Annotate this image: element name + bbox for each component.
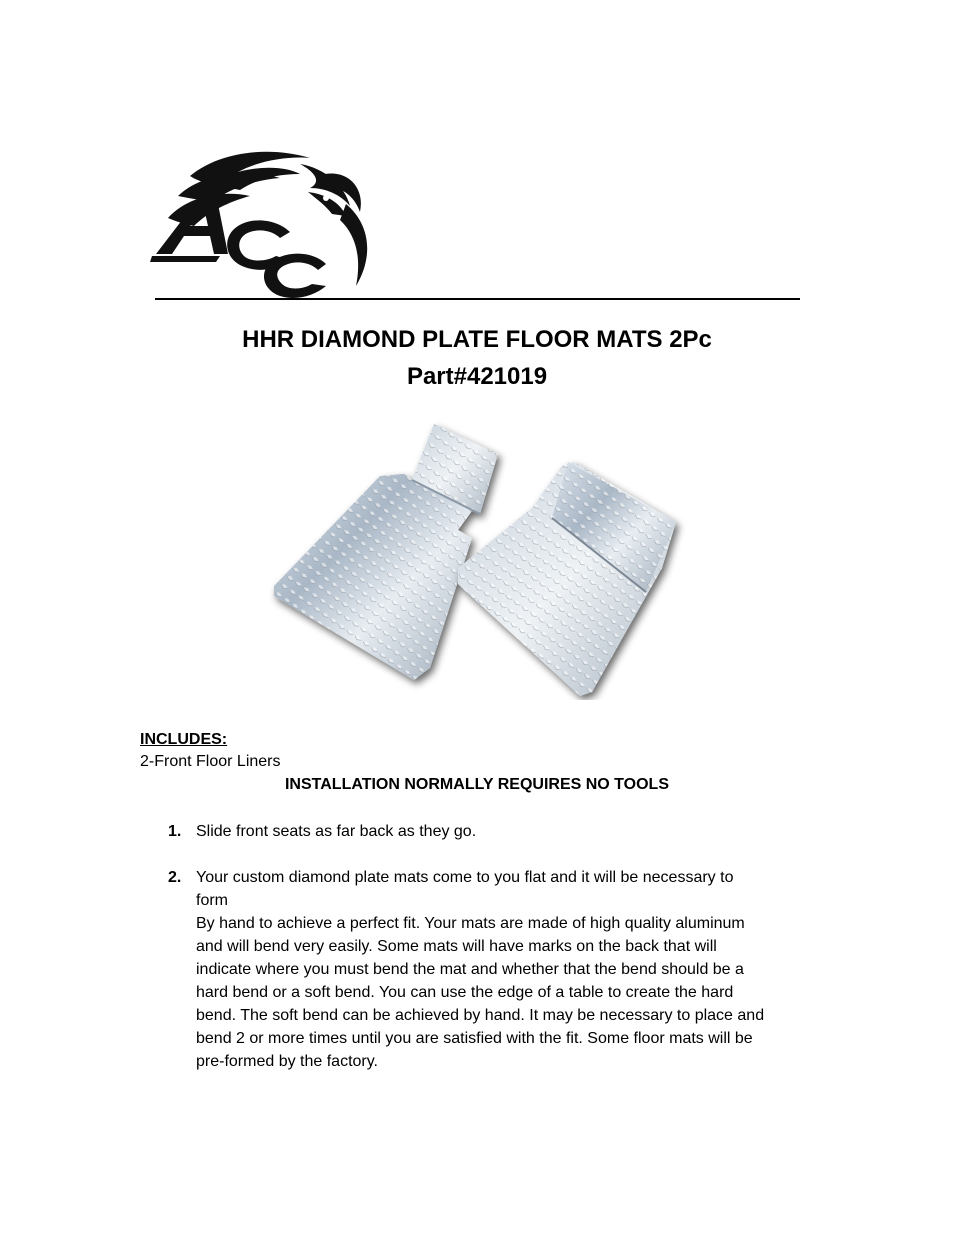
step-line: bend. The soft bend can be achieved by hand. It may be necessary to place and [196,1007,765,1024]
step-line: Your custom diamond plate mats come to you flat and it will be necessary to [196,869,734,886]
step-line: hard bend or a soft bend. You can use the edge of a table to create the hard [196,984,734,1001]
step-line: indicate where you must bend the mat and whether that the bend should be a [196,961,744,978]
includes-item: 2-Front Floor Liners [140,753,281,770]
step-line: Slide front seats as far back as they go. [196,823,477,840]
step-number: 2. [168,869,182,886]
floor-mats-photo [262,418,686,700]
includes-heading: INCLUDES: [140,731,228,748]
step-line: bend 2 or more times until you are satisfied with the fit. Some floor mats will be [196,1030,753,1047]
step-1 [168,820,808,843]
installation-notice: INSTALLATION NORMALLY REQUIRES NO TOOLS [284,776,669,793]
step-line: form [196,892,228,909]
acc-eagle-logo [150,146,380,298]
part-number: Part#421019 [406,363,548,390]
step-number: 1. [168,823,182,840]
step-line: By hand to achieve a perfect fit. Your mats are made of high quality aluminum [196,915,745,932]
step-line: pre-formed by the factory. [196,1053,378,1070]
page-title: HHR DIAMOND PLATE FLOOR MATS 2Pc [242,326,712,353]
header-divider [155,298,800,300]
step-line: and will bend very easily. Some mats will have marks on the back that will [196,938,717,955]
step-2 [168,866,808,1073]
